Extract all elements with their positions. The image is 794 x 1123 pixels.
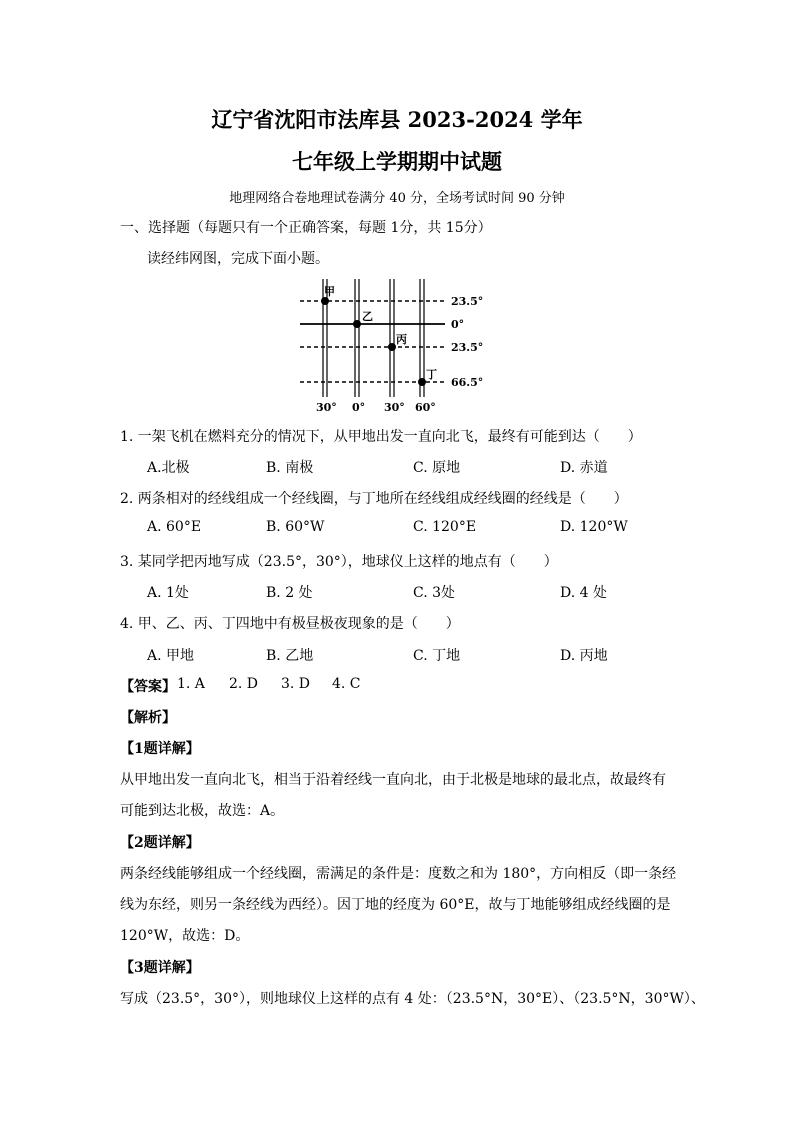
q1-detail-line: 从甲地出发一直向北飞，相当于沿着经线一直向北，由于北极是地球的最北点，故最终有	[120, 772, 666, 788]
q3-detail-label: 【3题详解】	[120, 960, 200, 976]
q2-option-b: B. 60°W	[266, 519, 325, 535]
q3-option-c: C. 3处	[413, 585, 456, 601]
lat-label-4: 66.5°	[451, 376, 484, 389]
label-bing: 丙	[396, 333, 407, 346]
answer-4: 4. C	[332, 676, 361, 692]
q4-option-a: A. 甲地	[147, 648, 195, 664]
answer-3: 3. D	[281, 676, 311, 692]
lon-label-2: 0°	[352, 401, 366, 414]
q2-option-a: A. 60°E	[147, 519, 202, 535]
point-bing	[388, 343, 396, 351]
analysis-label: 【解析】	[120, 710, 176, 726]
q1-detail-label: 【1题详解】	[120, 741, 200, 757]
section-heading: 一、选择题（每题只有一个正确答案，每题 1分，共 15分）	[120, 220, 492, 236]
q2-detail-line: 两条经线能够组成一个经线圈，需满足的条件是：度数之和为 180°，方向相反（即一条经	[120, 866, 677, 882]
q1-option-b: B. 南极	[266, 460, 314, 476]
q1-option-c: C. 原地	[413, 460, 461, 476]
q2-option-d: D. 120°W	[560, 519, 628, 535]
answer-label: 【答案】	[120, 679, 176, 695]
answer-2: 2. D	[229, 676, 259, 692]
lat-lon-grid-figure	[295, 275, 500, 415]
lon-label-4: 60°	[415, 401, 436, 414]
q3-option-d: D. 4 处	[560, 585, 607, 601]
page-title-line1: 辽宁省沈阳市法库县 2023-2024 学年	[211, 107, 583, 132]
section-intro: 读经纬网图，完成下面小题。	[147, 251, 329, 267]
lat-label-3: 23.5°	[451, 341, 484, 354]
answer-1: 1. A	[177, 676, 205, 692]
lat-label-2: 0°	[451, 318, 465, 331]
q4-option-b: B. 乙地	[266, 648, 314, 664]
q1-detail-line: 可能到达北极，故选：A。	[120, 803, 285, 819]
q1-option-d: D. 赤道	[560, 460, 608, 476]
q3-detail-line: 写成（23.5°，30°），则地球仪上这样的点有 4 处：（23.5°N，30°E）、（23.5°N，30°W）、	[120, 991, 705, 1007]
q1-option-a: A.北极	[147, 460, 190, 476]
point-ding	[418, 378, 426, 386]
label-ding: 丁	[426, 368, 437, 381]
q2-detail-line: 120°W，故选：D。	[120, 928, 250, 944]
lon-label-1: 30°	[316, 401, 337, 414]
q2-option-c: C. 120°E	[413, 519, 477, 535]
point-jia	[321, 297, 329, 305]
question-3-stem: 3. 某同学把丙地写成（23.5°，30°），地球仪上这样的地点有（ ）	[120, 554, 558, 570]
lat-label-1: 23.5°	[451, 295, 484, 308]
point-yi	[353, 320, 361, 328]
q2-detail-label: 【2题详解】	[120, 835, 200, 851]
q4-option-d: D. 丙地	[560, 648, 608, 664]
page-title-line2: 七年级上学期期中试题	[292, 149, 502, 174]
q3-option-a: A. 1处	[147, 585, 189, 601]
question-1-stem: 1. 一架飞机在燃料充分的情况下，从甲地出发一直向北飞，最终有可能到达（ ）	[120, 429, 642, 445]
question-2-stem: 2. 两条相对的经线组成一个经线圈，与丁地所在经线组成经线圈的经线是（ ）	[120, 491, 628, 507]
q4-option-c: C. 丁地	[413, 648, 461, 664]
label-jia: 甲	[324, 285, 335, 298]
question-4-stem: 4. 甲、乙、丙、丁四地中有极昼极夜现象的是（ ）	[120, 616, 460, 632]
lon-label-3: 30°	[384, 401, 405, 414]
page-subtitle: 地理网络合卷地理试卷满分 40 分，全场考试时间 90 分钟	[229, 191, 565, 206]
label-yi: 乙	[362, 310, 373, 323]
q2-detail-line: 线为东经，则另一条经线为西经）。因丁地的经度为 60°E，故与丁地能够组成经线圈的是	[120, 897, 671, 913]
q3-option-b: B. 2 处	[266, 585, 313, 601]
